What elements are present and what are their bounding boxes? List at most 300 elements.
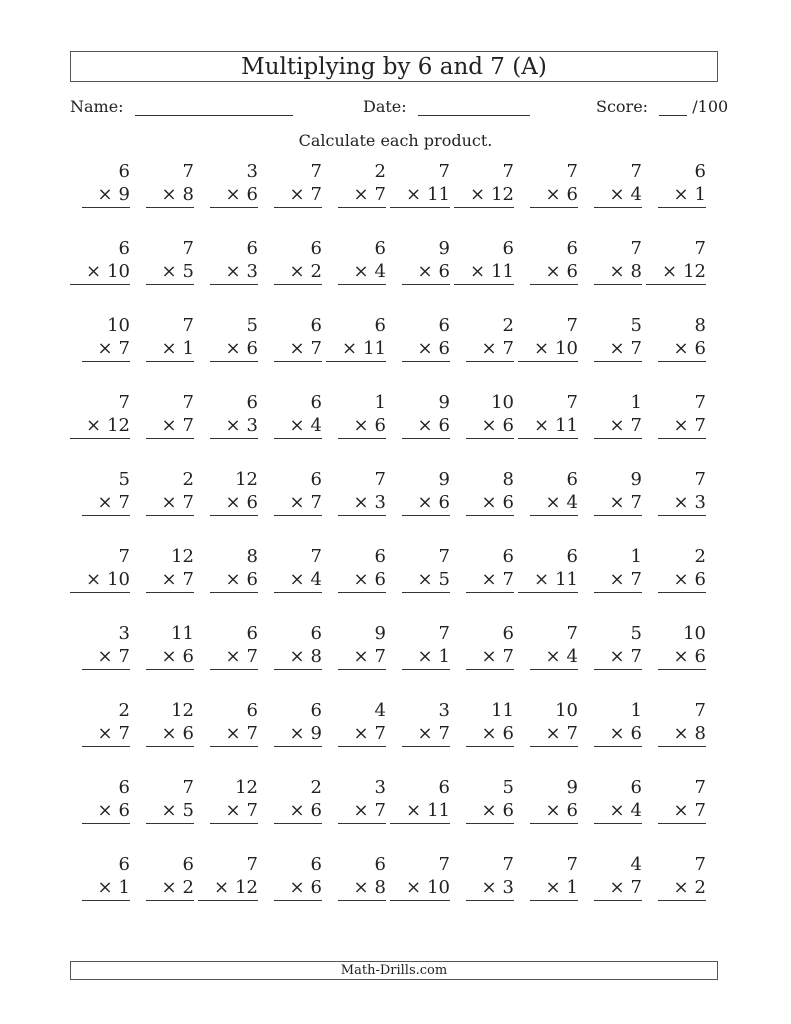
multiply-sign: × (609, 877, 625, 898)
problem-multiplier (274, 876, 322, 901)
problem-multiplicand: 6 (118, 854, 130, 875)
problem-item (210, 238, 258, 285)
multiply-sign: × (673, 492, 689, 513)
multiply-sign: × (225, 184, 241, 205)
date-label: Date: (363, 97, 407, 116)
problem-multiplicand: 6 (310, 392, 322, 413)
problem-multiplier (146, 183, 194, 208)
problem-multiplicand: 7 (566, 623, 578, 644)
problem-multiplier (530, 491, 578, 516)
multiply-sign: × (353, 492, 369, 513)
multiplier-value: 6 (502, 800, 514, 821)
problem-item (338, 623, 386, 670)
multiply-sign: × (161, 338, 177, 359)
problem-multiplicand: 7 (566, 392, 578, 413)
multiply-sign: × (289, 569, 305, 590)
problem-multiplicand: 7 (182, 315, 194, 336)
problem-multiplier (210, 337, 258, 362)
multiply-sign: × (161, 800, 177, 821)
multiply-sign: × (609, 261, 625, 282)
multiplier-value: 7 (630, 569, 642, 590)
problem-item (210, 469, 258, 516)
multiply-sign: × (225, 338, 241, 359)
multiplier-value: 1 (566, 877, 578, 898)
problem-multiplicand: 7 (694, 238, 706, 259)
problem-item (658, 854, 706, 901)
problem-multiplicand: 12 (171, 700, 194, 721)
problem-item (658, 623, 706, 670)
multiplier-value: 6 (694, 338, 706, 359)
multiply-sign: × (225, 646, 241, 667)
footer (70, 961, 718, 980)
problem-item (82, 161, 130, 208)
problem-item (146, 315, 194, 362)
problem-multiplier (466, 414, 514, 439)
problem-multiplier (402, 260, 450, 285)
multiply-sign: × (289, 415, 305, 436)
problem-multiplicand: 7 (694, 700, 706, 721)
problem-multiplier (338, 568, 386, 593)
name-label: Name: (70, 97, 124, 116)
multiply-sign: × (97, 800, 113, 821)
problem-multiplicand: 7 (694, 854, 706, 875)
multiplier-value: 7 (694, 800, 706, 821)
problem-multiplier (594, 337, 642, 362)
problem-item (518, 392, 578, 439)
multiplier-value: 6 (502, 492, 514, 513)
problem-multiplicand: 6 (118, 161, 130, 182)
multiply-sign: × (481, 646, 497, 667)
problem-multiplier (210, 645, 258, 670)
problem-item (274, 469, 322, 516)
problem-item (338, 854, 386, 901)
multiplier-value: 6 (118, 800, 130, 821)
problem-multiplier (466, 722, 514, 747)
problem-multiplier (210, 414, 258, 439)
multiply-sign: × (289, 646, 305, 667)
multiply-sign: × (214, 877, 230, 898)
problem-item (402, 392, 450, 439)
problem-item (454, 238, 514, 285)
problem-item (402, 546, 450, 593)
problem-multiplier (530, 645, 578, 670)
problem-multiplier (338, 722, 386, 747)
problem-multiplier (274, 414, 322, 439)
problem-multiplicand: 9 (438, 238, 450, 259)
problem-item (274, 161, 322, 208)
multiplier-value: 7 (118, 338, 130, 359)
multiply-sign: × (161, 261, 177, 282)
problem-item (146, 700, 194, 747)
problem-multiplicand: 10 (555, 700, 578, 721)
problem-multiplier (402, 568, 450, 593)
multiplier-value: 7 (310, 184, 322, 205)
multiply-sign: × (161, 569, 177, 590)
problem-multiplicand: 7 (566, 315, 578, 336)
problem-item (210, 315, 258, 362)
multiply-sign: × (534, 415, 550, 436)
multiplier-value: 7 (182, 415, 194, 436)
problem-multiplicand: 7 (566, 854, 578, 875)
multiplier-value: 6 (630, 723, 642, 744)
problem-multiplier (274, 568, 322, 593)
problem-multiplicand: 6 (374, 238, 386, 259)
multiply-sign: × (161, 877, 177, 898)
problem-multiplier (658, 414, 706, 439)
problem-item (146, 469, 194, 516)
multiplier-value: 2 (310, 261, 322, 282)
problem-item (210, 700, 258, 747)
multiply-sign: × (609, 569, 625, 590)
multiplier-value: 11 (363, 338, 386, 359)
problem-multiplier (530, 876, 578, 901)
multiply-sign: × (609, 800, 625, 821)
multiply-sign: × (417, 646, 433, 667)
problem-multiplicand: 10 (491, 392, 514, 413)
problem-item (70, 546, 130, 593)
problem-multiplier (146, 337, 194, 362)
problem-item (390, 854, 450, 901)
problem-multiplicand: 11 (171, 623, 194, 644)
problem-multiplier (274, 337, 322, 362)
problem-multiplicand: 9 (630, 469, 642, 490)
problem-item (274, 700, 322, 747)
multiplier-value: 7 (246, 646, 258, 667)
problem-multiplicand: 2 (118, 700, 130, 721)
multiply-sign: × (545, 723, 561, 744)
multiplier-value: 6 (566, 184, 578, 205)
problem-multiplicand: 7 (438, 854, 450, 875)
multiply-sign: × (161, 184, 177, 205)
problem-multiplier (454, 260, 514, 285)
multiply-sign: × (673, 723, 689, 744)
problem-multiplicand: 7 (182, 238, 194, 259)
problem-multiplicand: 7 (566, 161, 578, 182)
multiplier-value: 3 (246, 415, 258, 436)
multiply-sign: × (353, 723, 369, 744)
multiply-sign: × (161, 415, 177, 436)
multiplier-value: 3 (502, 877, 514, 898)
problem-item (530, 469, 578, 516)
multiplier-value: 4 (566, 492, 578, 513)
multiply-sign: × (481, 415, 497, 436)
problem-item (338, 469, 386, 516)
problem-multiplier (210, 183, 258, 208)
multiplier-value: 10 (555, 338, 578, 359)
problem-multiplier (466, 645, 514, 670)
problem-item (658, 777, 706, 824)
problem-multiplier (338, 645, 386, 670)
problem-multiplicand: 7 (438, 546, 450, 567)
multiplier-value: 6 (694, 646, 706, 667)
problem-item (530, 854, 578, 901)
multiplier-value: 11 (427, 184, 450, 205)
problem-item (82, 315, 130, 362)
problem-multiplier (658, 337, 706, 362)
problem-item (82, 854, 130, 901)
problem-item (594, 623, 642, 670)
problem-multiplicand: 7 (630, 161, 642, 182)
problem-multiplicand: 3 (438, 700, 450, 721)
multiplier-value: 8 (694, 723, 706, 744)
problem-item (402, 238, 450, 285)
problem-multiplier (530, 722, 578, 747)
problem-item (466, 315, 514, 362)
multiply-sign: × (417, 261, 433, 282)
problem-item (594, 546, 642, 593)
problem-multiplier (658, 645, 706, 670)
problem-multiplier (146, 491, 194, 516)
problem-multiplier (518, 337, 578, 362)
multiplier-value: 4 (566, 646, 578, 667)
problem-multiplicand: 6 (310, 623, 322, 644)
problem-multiplier (594, 722, 642, 747)
problem-multiplicand: 7 (182, 777, 194, 798)
problem-multiplicand: 7 (438, 623, 450, 644)
problem-multiplicand: 6 (310, 238, 322, 259)
problem-item (82, 700, 130, 747)
multiplier-value: 4 (310, 569, 322, 590)
multiplier-value: 6 (502, 723, 514, 744)
problem-multiplicand: 6 (438, 777, 450, 798)
multiplier-value: 6 (182, 723, 194, 744)
problem-item (146, 392, 194, 439)
problem-multiplicand: 7 (502, 161, 514, 182)
problem-item (658, 315, 706, 362)
problem-multiplicand: 6 (246, 623, 258, 644)
problem-item (594, 161, 642, 208)
problem-item (530, 238, 578, 285)
score-total: /100 (692, 97, 729, 116)
problem-multiplier (82, 183, 130, 208)
problem-item (530, 777, 578, 824)
multiplier-value: 1 (694, 184, 706, 205)
problem-multiplicand: 1 (630, 392, 642, 413)
problem-multiplicand: 6 (566, 469, 578, 490)
problem-multiplicand: 7 (310, 161, 322, 182)
problem-multiplier (594, 568, 642, 593)
problem-item (274, 238, 322, 285)
problem-multiplicand: 1 (630, 546, 642, 567)
multiply-sign: × (534, 569, 550, 590)
problem-item (466, 623, 514, 670)
problem-multiplier (658, 183, 706, 208)
problem-multiplicand: 10 (683, 623, 706, 644)
problem-multiplicand: 6 (310, 854, 322, 875)
problem-multiplicand: 7 (438, 161, 450, 182)
multiplier-value: 7 (694, 415, 706, 436)
multiplier-value: 7 (310, 492, 322, 513)
multiplier-value: 6 (246, 338, 258, 359)
problem-multiplier (594, 414, 642, 439)
problem-item (210, 546, 258, 593)
multiplier-value: 6 (246, 569, 258, 590)
problem-item (402, 700, 450, 747)
multiplier-value: 7 (310, 338, 322, 359)
multiply-sign: × (673, 877, 689, 898)
problem-item (274, 777, 322, 824)
problem-item (338, 700, 386, 747)
multiply-sign: × (545, 877, 561, 898)
problem-multiplicand: 6 (694, 161, 706, 182)
multiplier-value: 7 (630, 338, 642, 359)
multiplier-value: 7 (118, 646, 130, 667)
footer-text: Math-Drills.com (340, 963, 448, 978)
problem-item (658, 469, 706, 516)
multiplier-value: 1 (438, 646, 450, 667)
problem-multiplicand: 7 (118, 392, 130, 413)
multiplier-value: 6 (502, 415, 514, 436)
problem-multiplier (146, 414, 194, 439)
problem-multiplier (210, 568, 258, 593)
multiply-sign: × (673, 800, 689, 821)
multiplier-value: 5 (182, 261, 194, 282)
problem-item (518, 546, 578, 593)
problem-multiplier (338, 491, 386, 516)
problem-multiplicand: 12 (235, 777, 258, 798)
multiply-sign: × (609, 492, 625, 513)
problem-multiplier (338, 260, 386, 285)
problem-multiplicand: 10 (107, 315, 130, 336)
problem-multiplicand: 7 (694, 392, 706, 413)
multiplier-value: 7 (630, 492, 642, 513)
multiplier-value: 6 (310, 800, 322, 821)
multiplier-value: 2 (182, 877, 194, 898)
multiply-sign: × (225, 723, 241, 744)
problem-multiplicand: 5 (630, 623, 642, 644)
problem-item (594, 469, 642, 516)
multiplier-value: 4 (630, 184, 642, 205)
problem-multiplicand: 6 (182, 854, 194, 875)
problem-item (70, 238, 130, 285)
problem-multiplicand: 7 (694, 777, 706, 798)
multiplier-value: 6 (246, 184, 258, 205)
problem-multiplier (82, 491, 130, 516)
problem-item (146, 623, 194, 670)
instructions: Calculate each product. (298, 131, 493, 150)
multiplier-value: 11 (555, 569, 578, 590)
multiplier-value: 5 (438, 569, 450, 590)
problem-item (594, 700, 642, 747)
problem-multiplier (210, 260, 258, 285)
problem-multiplier (146, 799, 194, 824)
problem-multiplier (338, 414, 386, 439)
problem-item (466, 392, 514, 439)
problem-multiplier (198, 876, 258, 901)
problem-multiplier (70, 260, 130, 285)
multiplier-value: 4 (310, 415, 322, 436)
multiplier-value: 12 (107, 415, 130, 436)
multiplier-value: 6 (182, 646, 194, 667)
multiply-sign: × (161, 646, 177, 667)
problem-multiplier (82, 337, 130, 362)
multiplier-value: 7 (438, 723, 450, 744)
multiplier-value: 6 (438, 338, 450, 359)
problem-multiplicand: 6 (118, 777, 130, 798)
multiplier-value: 7 (566, 723, 578, 744)
multiplier-value: 7 (118, 492, 130, 513)
multiplier-value: 12 (683, 261, 706, 282)
multiply-sign: × (545, 261, 561, 282)
multiply-sign: × (342, 338, 358, 359)
problem-multiplier (658, 799, 706, 824)
problem-item (594, 392, 642, 439)
multiplier-value: 7 (502, 569, 514, 590)
problem-item (326, 315, 386, 362)
multiply-sign: × (417, 723, 433, 744)
problem-item (658, 161, 706, 208)
multiply-sign: × (406, 184, 422, 205)
problem-item (338, 392, 386, 439)
multiply-sign: × (673, 569, 689, 590)
problem-multiplier (274, 645, 322, 670)
problem-item (82, 469, 130, 516)
problem-multiplier (530, 260, 578, 285)
multiply-sign: × (289, 877, 305, 898)
multiply-sign: × (417, 569, 433, 590)
problem-multiplier (466, 568, 514, 593)
problem-multiplier (82, 876, 130, 901)
multiply-sign: × (417, 338, 433, 359)
multiply-sign: × (97, 492, 113, 513)
multiplier-value: 6 (246, 492, 258, 513)
problem-item (402, 469, 450, 516)
multiply-sign: × (673, 646, 689, 667)
problem-multiplicand: 2 (694, 546, 706, 567)
problem-multiplier (70, 414, 130, 439)
multiply-sign: × (225, 800, 241, 821)
multiply-sign: × (481, 492, 497, 513)
problem-item (274, 623, 322, 670)
problem-multiplier (338, 183, 386, 208)
multiplier-value: 6 (374, 415, 386, 436)
problem-multiplier (658, 568, 706, 593)
multiply-sign: × (609, 415, 625, 436)
problem-item (210, 161, 258, 208)
multiply-sign: × (225, 569, 241, 590)
multiply-sign: × (545, 800, 561, 821)
problem-item (274, 546, 322, 593)
multiply-sign: × (97, 646, 113, 667)
multiplier-value: 7 (630, 877, 642, 898)
problem-item (466, 469, 514, 516)
problem-item (274, 392, 322, 439)
multiplier-value: 11 (491, 261, 514, 282)
multiplier-value: 6 (566, 261, 578, 282)
problem-multiplier (274, 491, 322, 516)
multiplier-value: 12 (235, 877, 258, 898)
problem-multiplicand: 9 (438, 392, 450, 413)
multiply-sign: × (97, 723, 113, 744)
multiplier-value: 10 (107, 261, 130, 282)
problem-item (402, 623, 450, 670)
problem-multiplicand: 2 (374, 161, 386, 182)
problem-multiplicand: 6 (374, 315, 386, 336)
multiply-sign: × (545, 646, 561, 667)
problem-multiplicand: 6 (246, 392, 258, 413)
problem-multiplicand: 6 (310, 469, 322, 490)
problem-multiplier (146, 722, 194, 747)
multiply-sign: × (481, 723, 497, 744)
multiply-sign: × (417, 415, 433, 436)
problem-item (146, 238, 194, 285)
problem-item (338, 777, 386, 824)
problem-multiplier (594, 183, 642, 208)
multiply-sign: × (545, 184, 561, 205)
multiply-sign: × (225, 415, 241, 436)
multiplier-value: 7 (630, 646, 642, 667)
problem-multiplicand: 6 (502, 546, 514, 567)
